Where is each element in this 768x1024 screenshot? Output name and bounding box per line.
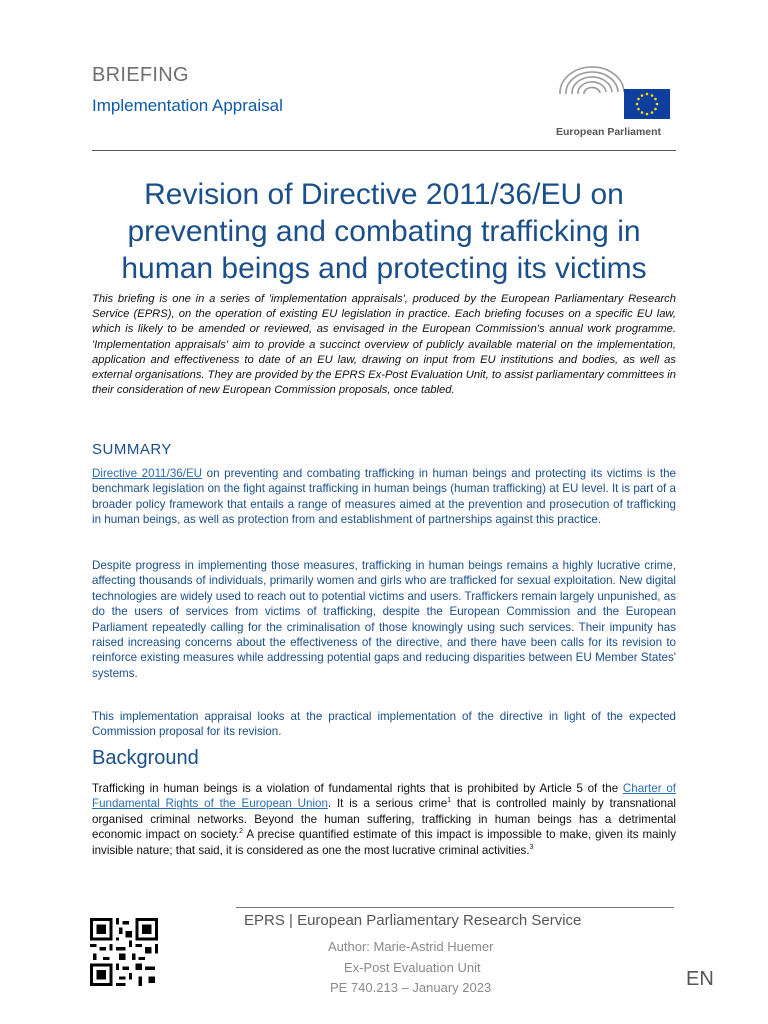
footer-author: Author: Marie-Astrid Huemer bbox=[328, 939, 494, 954]
summary-heading: SUMMARY bbox=[92, 441, 172, 458]
background-text-1: Trafficking in human beings is a violation of fundamental rights that is prohibited by Article 5 of the bbox=[92, 782, 623, 795]
footnote-ref-1[interactable]: 1 bbox=[447, 797, 452, 805]
footer-reference: PE 740.213 – January 2023 bbox=[330, 980, 492, 995]
background-text-3: that is controlled mainly by transnational organised criminal networks. Beyond the human suffering, trafficking in human beings has a detrimental economic impact on society. bbox=[92, 797, 676, 842]
briefing-label: BRIEFING bbox=[92, 64, 189, 86]
header-divider bbox=[92, 150, 676, 151]
footnote-ref-2[interactable]: 2 bbox=[239, 828, 244, 836]
qr-code-icon[interactable] bbox=[90, 918, 158, 986]
footnote-ref-3[interactable]: 3 bbox=[529, 843, 534, 851]
summary-paragraph-3: This implementation appraisal looks at the practical implementation of the directive in light of the expected Commission proposal for its revision. bbox=[92, 710, 676, 739]
summary-paragraph-1-text: on preventing and combating trafficking in human beings and protecting its victims is the benchmark legislation on the fight against trafficking in human beings (human trafficking) at EU level. It is part of a broader policy framework that entails a range of measures aimed at the prevention and prosecution of trafficking in human beings, as well as protection from and establishment of partnerships against this practice. bbox=[92, 467, 676, 527]
european-parliament-caption: European Parliament bbox=[556, 126, 662, 138]
summary-paragraph-2: Despite progress in implementing those measures, trafficking in human beings remains a highly lucrative crime, affecting thousands of individuals, primarily women and girls who are trafficked for sexual exploitation. New digital technologies are widely used to reach out to potential victims and users. Traffickers remain largely unpunished, as do the users of services from victims of trafficking, despite the European Commission and the European Parliament repeatedly calling for the criminalisation of those knowingly using such services. Their impunity has raised increasing concerns about the effectiveness of the directive, and there have been calls for its revision to reinforce existing measures while addressing potential gaps and reducing disparities between EU Member States' systems. bbox=[92, 559, 676, 680]
background-heading: Background bbox=[92, 747, 199, 769]
footer-divider bbox=[236, 907, 674, 908]
directive-link[interactable]: Directive 2011/36/EU bbox=[92, 467, 203, 480]
charter-link[interactable]: Charter of Fundamental Rights of the European Union bbox=[92, 782, 676, 811]
background-text-4: A precise quantified estimate of this impact is impossible to make, given its mainly invisible nature; that said, it is considered as one the most lucrative criminal activities. bbox=[92, 828, 676, 857]
language-code: EN bbox=[686, 968, 714, 990]
footer-unit: Ex-Post Evaluation Unit bbox=[344, 960, 481, 975]
footer-eprs-label: EPRS | European Parliamentary Research Service bbox=[244, 912, 582, 929]
background-text-2: . It is a serious crime bbox=[327, 797, 448, 811]
background-paragraph bbox=[92, 781, 676, 858]
implementation-appraisal-label: Implementation Appraisal bbox=[92, 96, 283, 115]
document-title: Revision of Directive 2011/36/EU on preventing and combating trafficking in human beings and protecting its victims bbox=[121, 178, 647, 285]
intro-paragraph: This briefing is one in a series of 'implementation appraisals', produced by the European Parliamentary Research Service (EPRS), on the operation of existing EU legislation in practice. Each briefing focuses on a specific EU law, which is likely to be amended or reviewed, as envisaged in the European Commission's annual work programme. 'Implementation appraisals' aim to provide a succinct overview of publicly available material on the implementation, application and effectiveness to date of an EU law, drawing on input from EU institutions and bodies, as well as external organisations. They are provided by the EPRS Ex-Post Evaluation Unit, to assist parliamentary committees in their consideration of new European Commission proposals, once tabled. bbox=[92, 293, 676, 397]
summary-paragraph-1 bbox=[92, 466, 676, 528]
